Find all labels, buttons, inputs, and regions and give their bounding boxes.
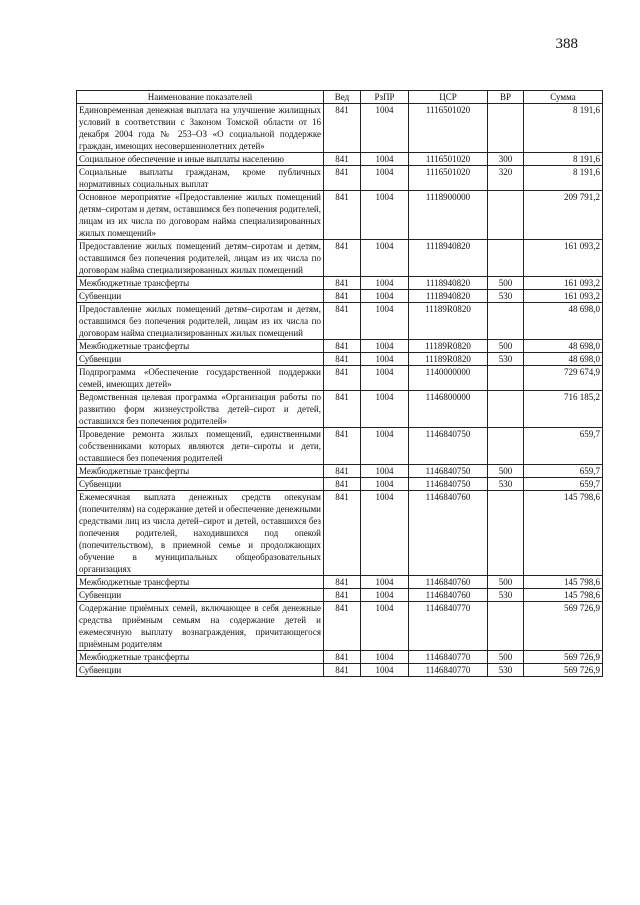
row-name: Основное мероприятие «Предоставление жилых помещений детям–сиротам и детям, оставшимся без попечения родителей, лицам из их числа по договорам найма специализированных жилых помещений» [77,191,324,240]
row-name: Проведение ремонта жилых помещений, единственными собственниками которых являются дети–сироты и дети, оставшиеся без попечения родителей [77,428,324,465]
row-rzpr: 1004 [361,478,409,491]
table-row [77,240,603,277]
row-name: Подпрограмма «Обеспечение государственной поддержки семей, имеющих детей» [77,366,324,391]
row-csr: 1146840770 [409,664,488,677]
row-csr: 1146840750 [409,465,488,478]
row-vr: 530 [488,478,524,491]
row-csr: 1146840760 [409,576,488,589]
row-rzpr: 1004 [361,153,409,166]
row-rzpr: 1004 [361,391,409,428]
row-vr: 300 [488,153,524,166]
table-body [77,104,603,677]
row-name: Социальное обеспечение и иные выплаты населению [77,153,324,166]
row-ved: 841 [324,277,361,290]
row-rzpr: 1004 [361,166,409,191]
row-vr: 530 [488,290,524,303]
row-csr: 1146840760 [409,491,488,576]
row-sum: 569 726,9 [524,602,603,651]
row-ved: 841 [324,478,361,491]
header-ved: Вед [324,91,361,104]
row-name: Субвенции [77,290,324,303]
table-row [77,465,603,478]
row-ved: 841 [324,428,361,465]
table-row [77,290,603,303]
header-vr: ВР [488,91,524,104]
row-csr: 1140000000 [409,366,488,391]
row-vr: 500 [488,651,524,664]
row-rzpr: 1004 [361,240,409,277]
row-rzpr: 1004 [361,465,409,478]
row-rzpr: 1004 [361,576,409,589]
row-vr: 500 [488,277,524,290]
table-row [77,353,603,366]
row-sum: 145 798,6 [524,576,603,589]
row-rzpr: 1004 [361,303,409,340]
row-name: Социальные выплаты гражданам, кроме публичных нормативных социальных выплат [77,166,324,191]
table-row [77,391,603,428]
row-rzpr: 1004 [361,104,409,153]
header-name: Наименование показателей [77,91,324,104]
row-sum: 48 698,0 [524,340,603,353]
table-row [77,651,603,664]
table-row [77,664,603,677]
row-name: Ведомственная целевая программа «Организация работы по развитию форм жизнеустройства детей–сирот и детей, оставшихся без попечения родителей» [77,391,324,428]
table-row [77,340,603,353]
table-row [77,166,603,191]
row-ved: 841 [324,353,361,366]
row-rzpr: 1004 [361,651,409,664]
table-row [77,153,603,166]
row-rzpr: 1004 [361,602,409,651]
row-rzpr: 1004 [361,340,409,353]
table-row [77,303,603,340]
row-ved: 841 [324,664,361,677]
row-vr [488,428,524,465]
table-row [77,277,603,290]
row-csr: 11189R0820 [409,340,488,353]
row-vr: 500 [488,340,524,353]
row-sum: 161 093,2 [524,277,603,290]
budget-table [76,90,603,677]
row-sum: 8 191,6 [524,153,603,166]
row-sum: 145 798,6 [524,491,603,576]
row-ved: 841 [324,651,361,664]
row-vr: 530 [488,589,524,602]
row-vr: 500 [488,576,524,589]
row-ved: 841 [324,589,361,602]
row-name: Межбюджетные трансферты [77,465,324,478]
row-sum: 8 191,6 [524,104,603,153]
row-sum: 569 726,9 [524,664,603,677]
row-vr [488,602,524,651]
row-name: Содержание приёмных семей, включающее в себя денежные средства приёмным семьям на содержание детей и ежемесячную выплату вознаграждения, причитающегося приёмным родителям [77,602,324,651]
row-vr [488,391,524,428]
row-name: Межбюджетные трансферты [77,340,324,353]
row-vr [488,303,524,340]
row-vr: 530 [488,353,524,366]
row-csr: 1146800000 [409,391,488,428]
row-vr [488,240,524,277]
row-csr: 1146840760 [409,589,488,602]
row-csr: 1118900000 [409,191,488,240]
row-rzpr: 1004 [361,428,409,465]
row-csr: 1118940820 [409,240,488,277]
table-row [77,491,603,576]
row-csr: 1116501020 [409,104,488,153]
table-row [77,589,603,602]
row-vr [488,191,524,240]
row-rzpr: 1004 [361,589,409,602]
row-ved: 841 [324,602,361,651]
row-name: Предоставление жилых помещений детям–сиротам и детям, оставшимся без попечения родителей, лицам из их числа по договорам найма специализированных жилых помещений [77,303,324,340]
row-vr [488,491,524,576]
row-sum: 659,7 [524,428,603,465]
table-row [77,366,603,391]
row-vr [488,104,524,153]
row-ved: 841 [324,191,361,240]
row-rzpr: 1004 [361,366,409,391]
row-csr: 11189R0820 [409,303,488,340]
row-csr: 11189R0820 [409,353,488,366]
table-row [77,602,603,651]
row-sum: 729 674,9 [524,366,603,391]
row-sum: 145 798,6 [524,589,603,602]
row-rzpr: 1004 [361,277,409,290]
row-sum: 48 698,0 [524,303,603,340]
row-sum: 8 191,6 [524,166,603,191]
row-ved: 841 [324,153,361,166]
row-vr: 500 [488,465,524,478]
table-row [77,576,603,589]
row-ved: 841 [324,391,361,428]
row-ved: 841 [324,366,361,391]
row-name: Единовременная денежная выплата на улучшение жилищных условий в соответствии с Законом Томской области от 16 декабря 2004 года № 253–ОЗ «О социальной поддержке граждан, имеющих несовершеннолетних детей» [77,104,324,153]
row-name: Предоставление жилых помещений детям–сиротам и детям, оставшимся без попечения родителей, лицам из их числа по договорам найма специализированных жилых помещений [77,240,324,277]
table-header-row [77,91,603,104]
table-row [77,428,603,465]
header-csr: ЦСР [409,91,488,104]
row-name: Субвенции [77,478,324,491]
row-sum: 716 185,2 [524,391,603,428]
row-name: Межбюджетные трансферты [77,651,324,664]
row-ved: 841 [324,303,361,340]
row-rzpr: 1004 [361,290,409,303]
row-rzpr: 1004 [361,491,409,576]
row-sum: 659,7 [524,465,603,478]
row-rzpr: 1004 [361,191,409,240]
row-ved: 841 [324,340,361,353]
row-csr: 1146840770 [409,651,488,664]
row-name: Межбюджетные трансферты [77,576,324,589]
table-row [77,191,603,240]
row-vr: 320 [488,166,524,191]
row-ved: 841 [324,166,361,191]
row-rzpr: 1004 [361,664,409,677]
row-sum: 209 791,2 [524,191,603,240]
row-ved: 841 [324,465,361,478]
row-ved: 841 [324,240,361,277]
row-vr [488,366,524,391]
row-sum: 161 093,2 [524,240,603,277]
header-rzpr: РзПР [361,91,409,104]
row-sum: 48 698,0 [524,353,603,366]
row-sum: 161 093,2 [524,290,603,303]
table-row [77,104,603,153]
row-name: Субвенции [77,353,324,366]
header-sum: Сумма [524,91,603,104]
row-csr: 1118940820 [409,290,488,303]
page-number: 388 [555,36,578,52]
row-name: Ежемесячная выплата денежных средств опекунам (попечителям) на содержание детей и обеспечение денежными средствами лиц из числа детей–сирот и детей, оставшихся без попечения родителей, находившихся под опекой (попечительством), в приемной семье и продолжающих обучение в муниципальных общеобразовательных организациях [77,491,324,576]
row-name: Субвенции [77,664,324,677]
row-csr: 1116501020 [409,166,488,191]
row-name: Межбюджетные трансферты [77,277,324,290]
row-ved: 841 [324,491,361,576]
row-csr: 1146840770 [409,602,488,651]
row-vr: 530 [488,664,524,677]
table-row [77,478,603,491]
row-csr: 1118940820 [409,277,488,290]
row-rzpr: 1004 [361,353,409,366]
row-name: Субвенции [77,589,324,602]
row-sum: 569 726,9 [524,651,603,664]
row-csr: 1146840750 [409,428,488,465]
row-ved: 841 [324,104,361,153]
row-ved: 841 [324,576,361,589]
row-csr: 1146840750 [409,478,488,491]
row-sum: 659,7 [524,478,603,491]
row-csr: 1116501020 [409,153,488,166]
row-ved: 841 [324,290,361,303]
